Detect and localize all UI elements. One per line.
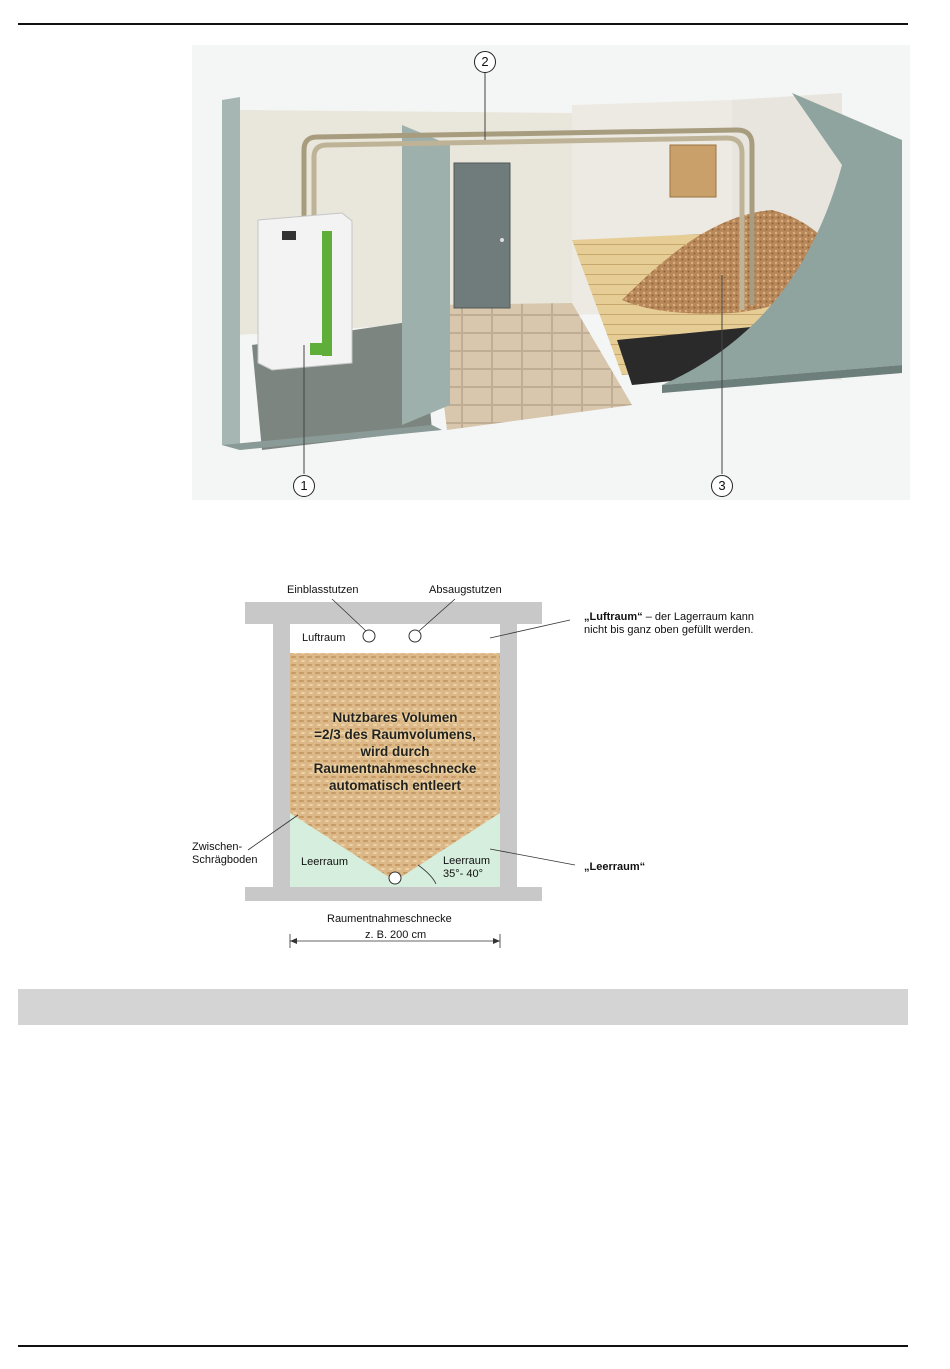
angle-label: 35°- 40°	[443, 868, 483, 880]
air-space-note-text-2: nicht bis ganz oben gefüllt werden.	[584, 624, 754, 636]
air-space-note-text: – der Lagerraum kann	[642, 611, 754, 623]
slope-floor-line: Schrägboden	[192, 854, 258, 866]
slope-floor-line: Zwischen-	[192, 841, 243, 853]
usable-volume-label	[290, 709, 500, 794]
auger-label: Raumentnahmeschnecke	[327, 913, 452, 925]
air-space-note	[584, 611, 754, 637]
air-space-note-bold: „Luftraum“	[584, 611, 643, 623]
void-left-label: Leerraum	[301, 856, 349, 868]
usable-volume-line: =2/3 des Raumvolumens,	[314, 727, 476, 742]
boiler-room-illustration	[192, 45, 910, 500]
callout-2: 2	[474, 51, 496, 73]
room-drawing	[192, 45, 910, 500]
inlet-label: Einblasstutzen	[287, 584, 359, 596]
section-bar	[18, 989, 908, 1025]
storage-cross-section	[170, 575, 790, 955]
usable-volume-line: Raumentnahmeschnecke	[313, 761, 477, 776]
callout-1: 1	[293, 475, 315, 497]
air-space-label: Luftraum	[302, 632, 346, 644]
void-note-label	[584, 861, 645, 874]
width-label: z. B. 200 cm	[365, 929, 427, 941]
suction-label: Absaugstutzen	[429, 584, 502, 596]
header-rule	[18, 23, 908, 25]
void-note-text: „Leerraum“	[584, 861, 646, 873]
void-right-label: Leerraum	[443, 855, 491, 867]
slope-floor-label	[192, 841, 257, 867]
usable-volume-line: automatisch entleert	[328, 778, 462, 793]
footer-rule	[18, 1345, 908, 1347]
callout-3: 3	[711, 475, 733, 497]
usable-volume-line: wird durch	[360, 744, 430, 759]
usable-volume-line: Nutzbares Volumen	[332, 710, 458, 725]
